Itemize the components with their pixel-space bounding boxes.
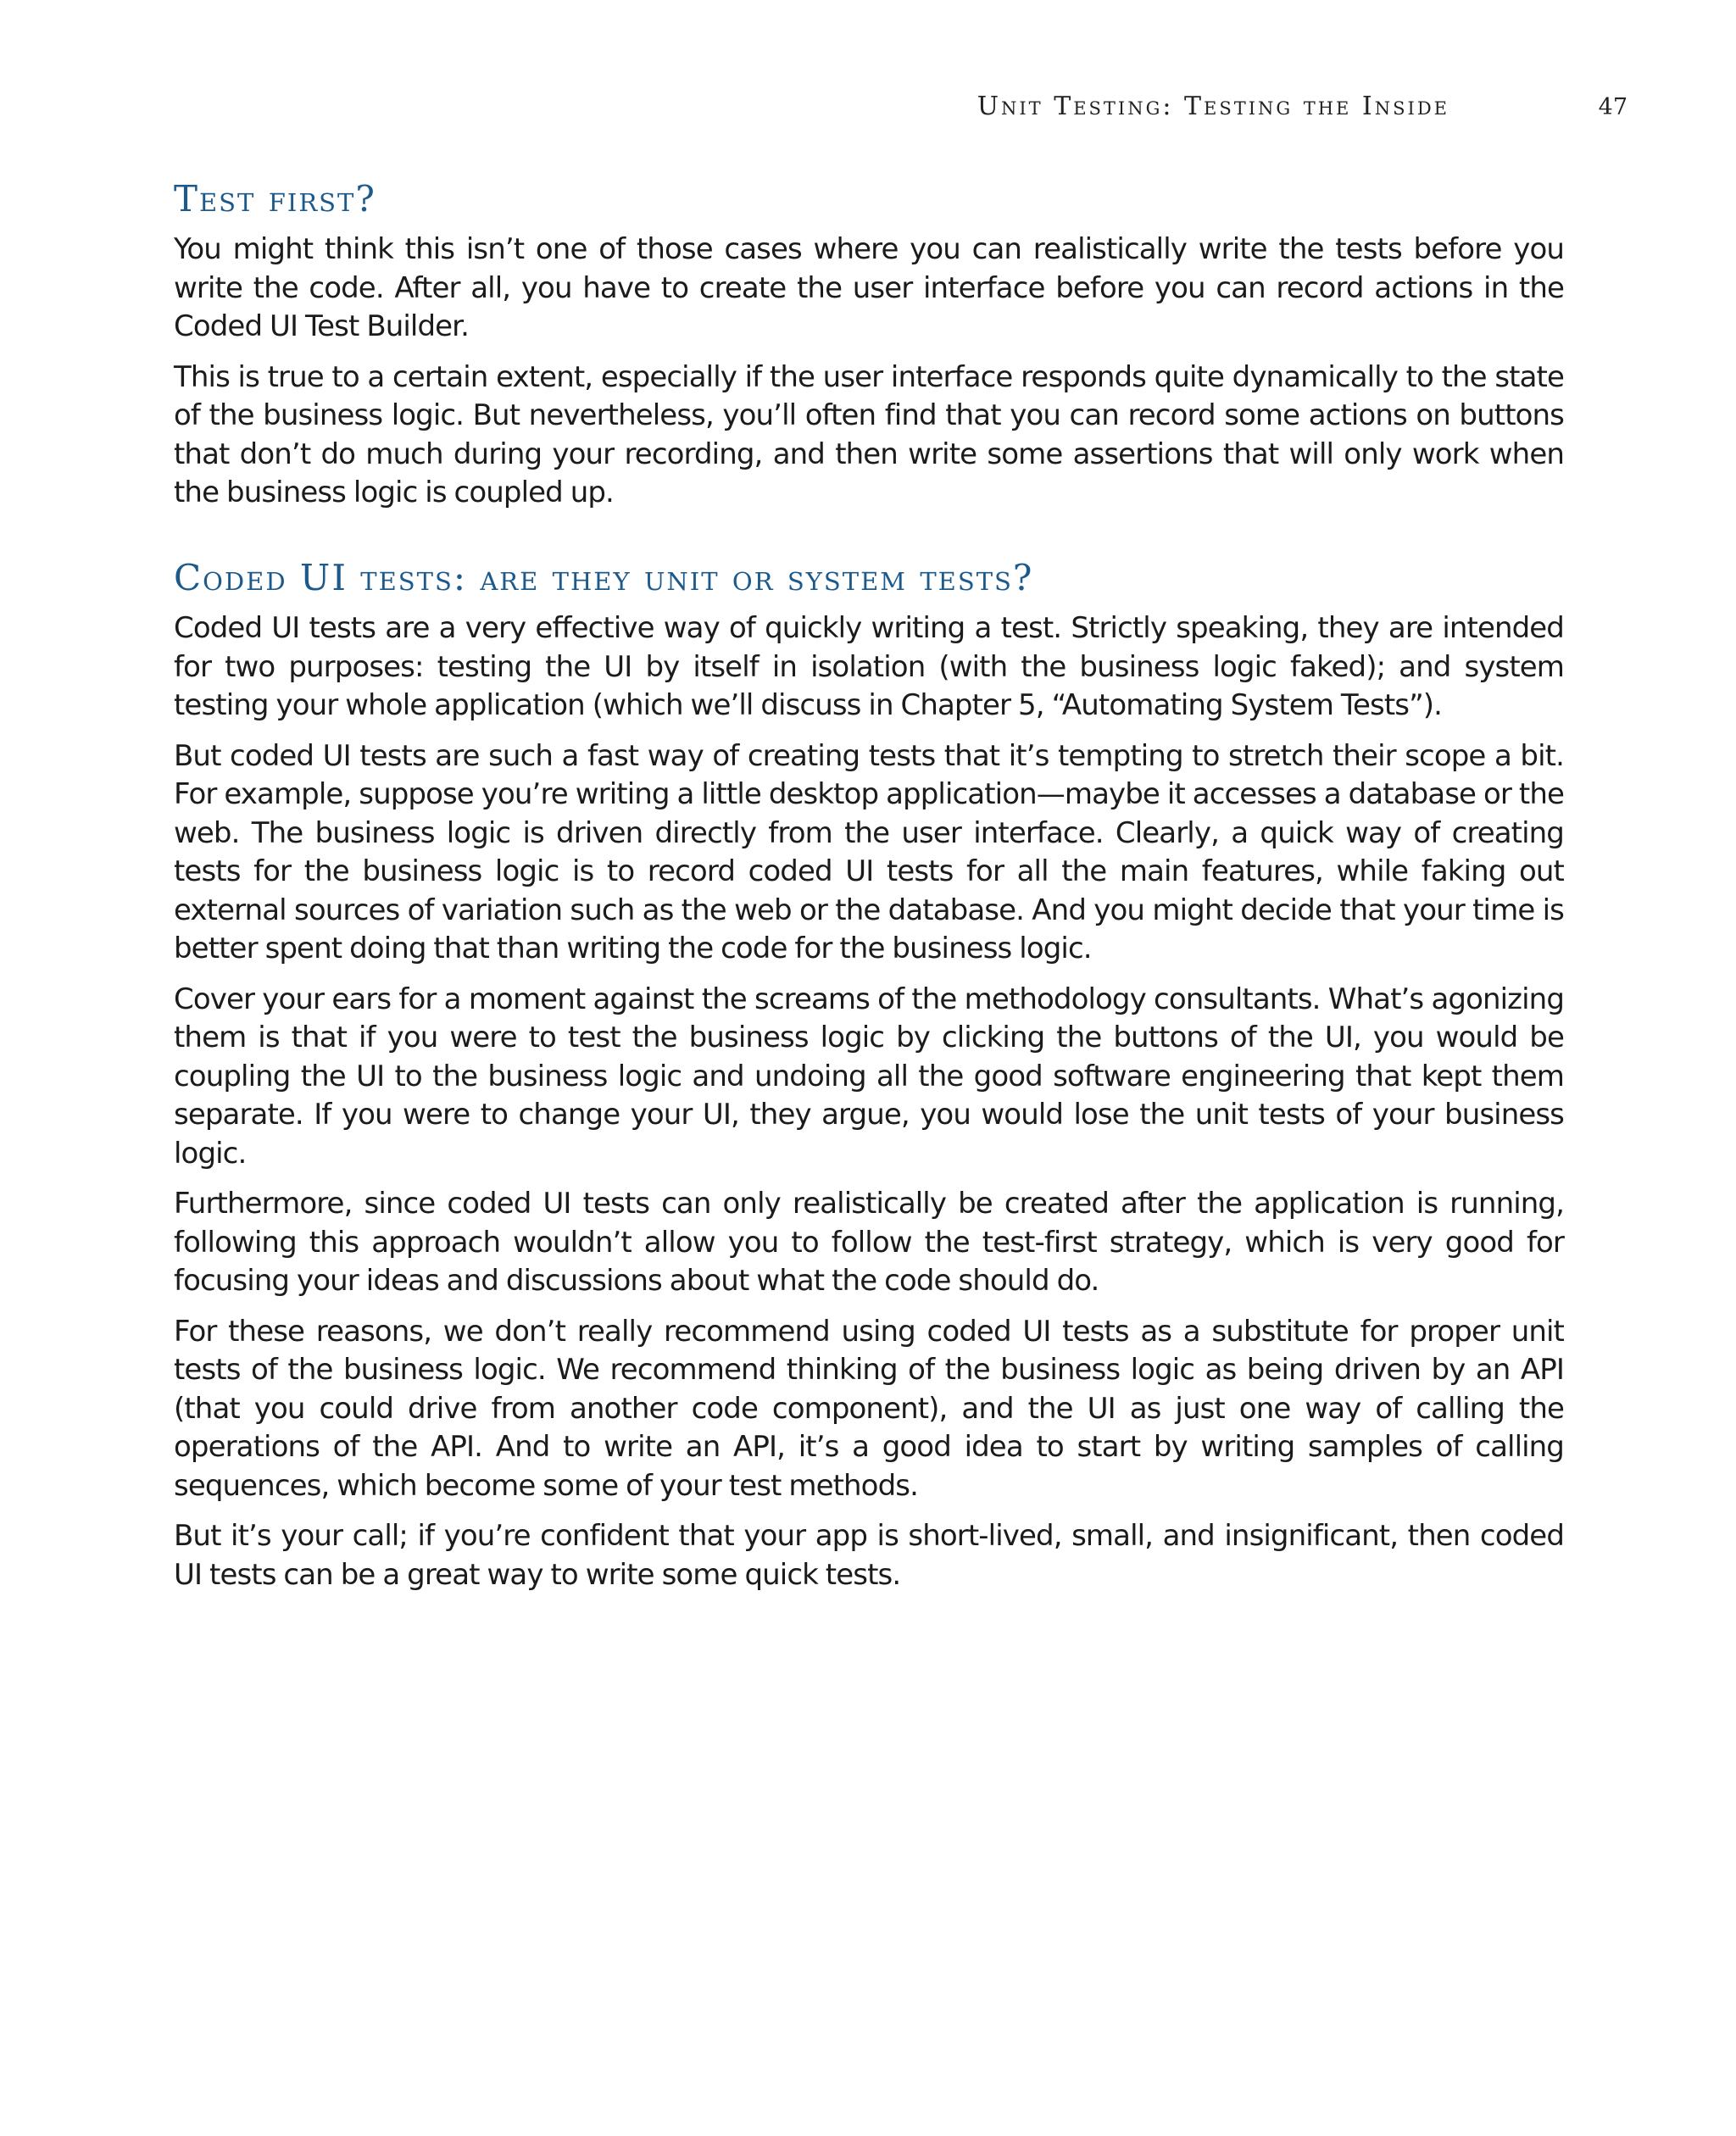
paragraph: This is true to a certain extent, especially if the user interface responds quite dynamically to the state of the business logic. But nevertheless, you’ll often find that you can record some actions on buttons that don’t do much during your recording, and then write some assertions that will only work when the business logic is coupled up. (174, 359, 1564, 510)
section-heading-coded-ui-tests: Coded UI tests: are they unit or system tests? (174, 556, 1034, 598)
page-number: 47 (1598, 94, 1628, 120)
paragraph: You might think this isn’t one of those cases where you can realistically write the tests before you write the code. After all, you have to create the user interface before you can record actions in the Coded UI Test Builder. (174, 232, 1564, 344)
paragraph: Furthermore, since coded UI tests can only realistically be created after the application is running, following this approach wouldn’t allow you to follow the test-first strategy, which is very good for focusing your ideas and discussions about what the code should do. (174, 1187, 1564, 1299)
running-head: Unit Testing: Testing the Inside (976, 92, 1449, 121)
page-content (174, 178, 1564, 1606)
paragraph: For these reasons, we don’t really recommend using coded UI tests as a substitute for proper unit tests of the business logic. We recommend thinking of the business logic as being driven by an API (that you could drive from another code component), and the UI as just one way of calling the operations of the API. And to write an API, it’s a good idea to start by writing samples of calling sequences, which become some of your test methods. (174, 1314, 1564, 1503)
paragraph: But coded UI tests are such a fast way of creating tests that it’s tempting to stretch their scope a bit. For example, suppose you’re writing a little desktop application—maybe it accesses a database or the web. The business logic is driven directly from the user interface. Clearly, a quick way of creating tests for the business logic is to record coded UI tests for all the main features, while faking out external sources of variation such as the web or the database. And you might decide that your time is better spent doing that than writing the code for the business logic. (174, 738, 1564, 966)
paragraph: Cover your ears for a moment against the screams of the methodology consultants. What’s agonizing them is that if you were to test the business logic by clicking the buttons of the UI, you would be coupling the UI to the business logic and undoing all the good software engineering that kept them separate. If you were to change your UI, they argue, you would lose the unit tests of your business logic. (174, 982, 1564, 1171)
section-heading-test-first: Test first? (174, 178, 376, 220)
paragraph: Coded UI tests are a very effective way of quickly writing a test. Strictly speaking, they are intended for two purposes: testing the UI by itself in isolation (with the business logic faked); and system testing your whole application (which we’ll discuss in Chapter 5, “Automating System Tests”). (174, 611, 1564, 723)
paragraph: But it’s your call; if you’re confident that your app is short-lived, small, and insignificant, then coded UI tests can be a great way to write some quick tests. (174, 1519, 1564, 1592)
